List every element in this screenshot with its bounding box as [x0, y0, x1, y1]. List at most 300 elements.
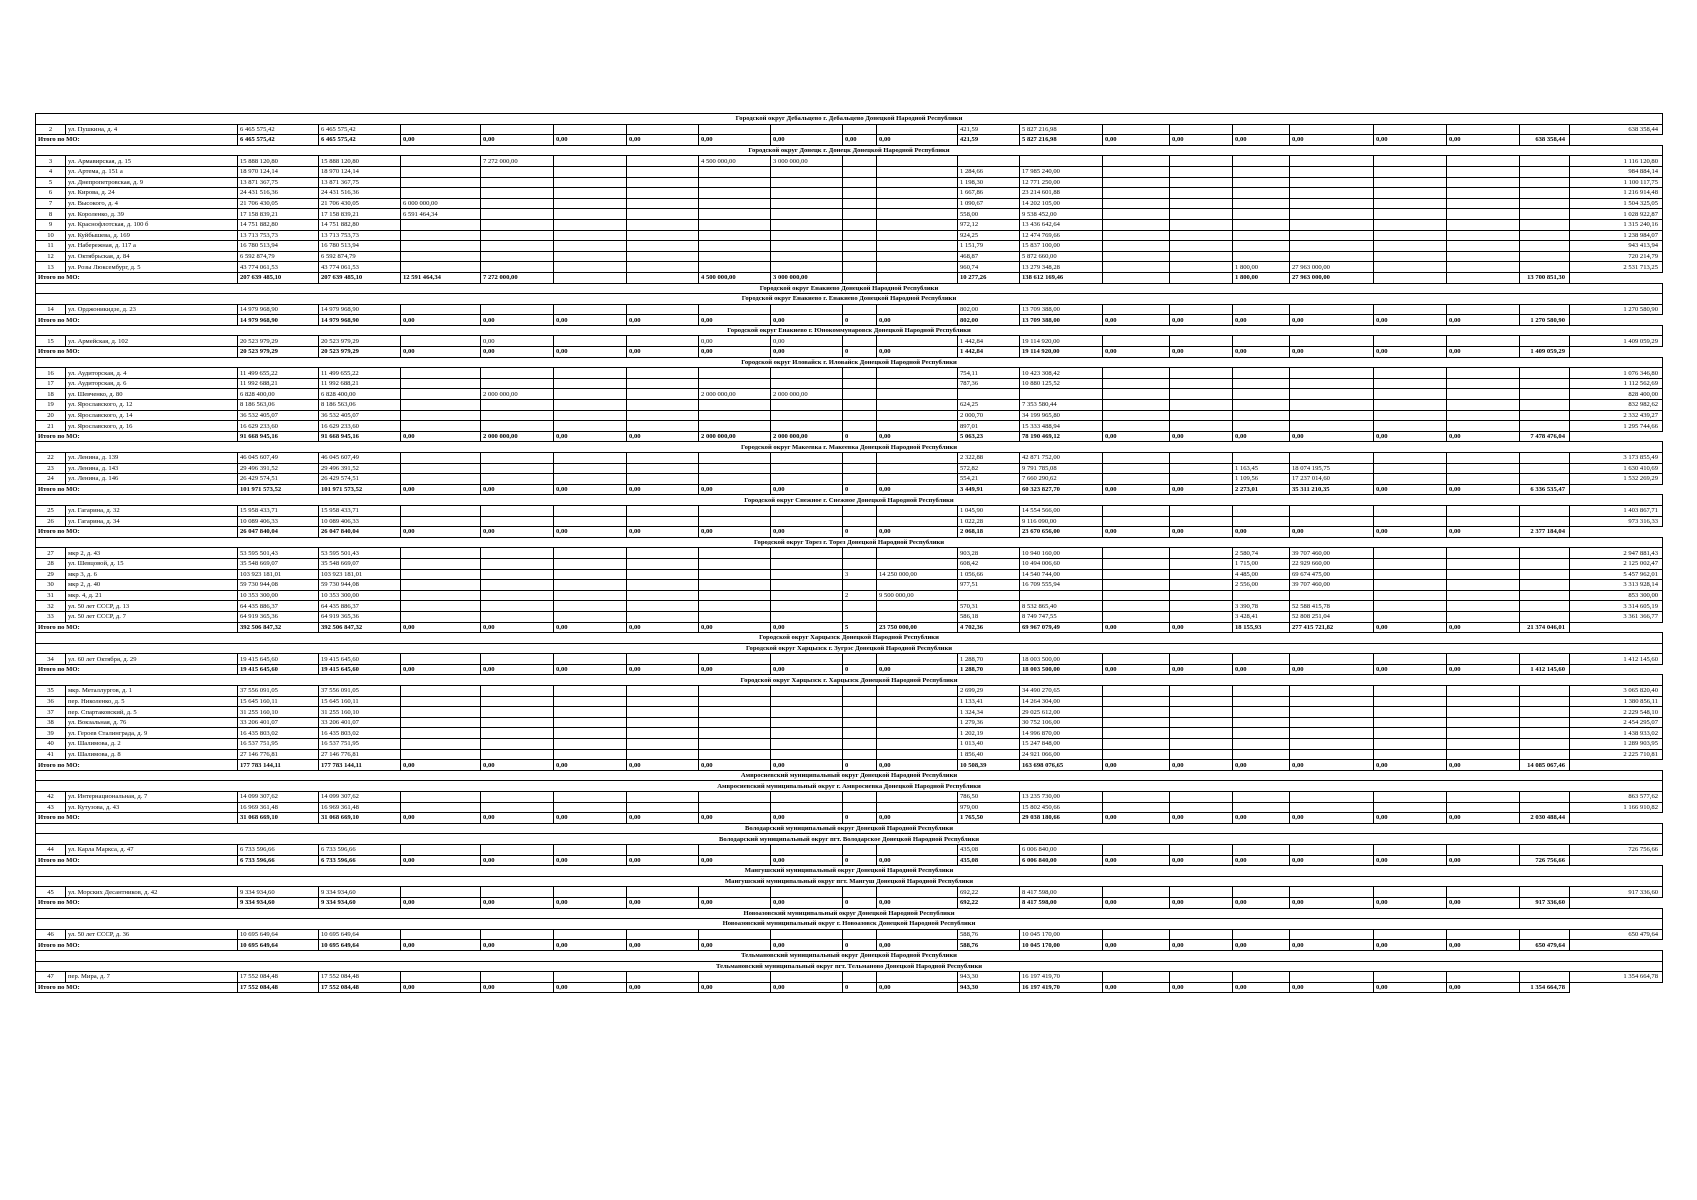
value-cell: [627, 580, 699, 591]
value-cell: [401, 696, 481, 707]
value-cell: [554, 749, 627, 760]
value-cell: [401, 177, 481, 188]
value-cell: 13 235 730,00: [1020, 792, 1103, 803]
value-cell: [554, 569, 627, 580]
total-cell: 19 415 645,60: [238, 664, 319, 675]
value-cell: [481, 590, 554, 601]
total-cell: 1 270 580,90: [1520, 315, 1570, 326]
value-cell: [1447, 219, 1520, 230]
value-cell: [1170, 241, 1233, 252]
total-cell: 0,00: [1103, 622, 1170, 633]
total-cell: 0,00: [401, 135, 481, 146]
total-cell: 0,00: [1447, 622, 1520, 633]
value-cell: [1290, 400, 1374, 411]
value-cell: [1374, 177, 1447, 188]
section-title: Мангушский муниципальный округ пгт. Мангуш Донецкой Народной Республики: [36, 876, 1663, 887]
value-cell: [1103, 887, 1170, 898]
value-cell: [877, 389, 958, 400]
value-cell: 3 314 605,19: [1570, 601, 1663, 612]
value-cell: [877, 177, 958, 188]
value-cell: [1447, 400, 1520, 411]
total-cell: 0,00: [877, 855, 958, 866]
value-cell: 16 780 513,94: [319, 241, 401, 252]
value-cell: 10 695 649,64: [238, 929, 319, 940]
value-cell: [877, 410, 958, 421]
value-cell: [401, 474, 481, 485]
table-row: [36, 166, 1663, 177]
value-cell: [1290, 188, 1374, 199]
value-cell: 8 532 865,40: [1020, 601, 1103, 612]
value-cell: 16 197 419,70: [1020, 972, 1103, 983]
total-cell: 0: [843, 813, 877, 824]
value-cell: [771, 410, 843, 421]
value-cell: 2 000 000,00: [699, 389, 771, 400]
value-cell: 3 390,78: [1233, 601, 1290, 612]
total-cell: 0,00: [699, 982, 771, 993]
value-cell: [1170, 378, 1233, 389]
total-cell: 69 967 079,49: [1020, 622, 1103, 633]
value-cell: [877, 166, 958, 177]
section-title: Городской округ Иловайск г. Иловайск Донецкой Народной Республики: [36, 357, 1663, 368]
total-cell: 0,00: [1447, 855, 1520, 866]
value-cell: [1020, 156, 1103, 167]
row-number: 11: [36, 241, 66, 252]
total-cell: 0,00: [1447, 760, 1520, 771]
value-cell: [699, 929, 771, 940]
value-cell: [1170, 601, 1233, 612]
total-cell: 35 311 210,35: [1290, 484, 1374, 495]
value-cell: [1170, 728, 1233, 739]
section-title: Володарский муниципальный округ Донецкой Народной Республики: [36, 823, 1663, 834]
total-cell: 0,00: [481, 315, 554, 326]
value-cell: 12 474 769,66: [1020, 230, 1103, 241]
total-cell: [627, 272, 699, 283]
total-cell: 0,00: [1233, 315, 1290, 326]
value-cell: [627, 686, 699, 697]
value-cell: [627, 972, 699, 983]
total-cell: 0,00: [1290, 527, 1374, 538]
total-cell: 0,00: [1447, 527, 1520, 538]
value-cell: [1520, 219, 1570, 230]
value-cell: [877, 728, 958, 739]
row-number: 37: [36, 707, 66, 718]
total-cell: 0,00: [699, 813, 771, 824]
value-cell: [401, 505, 481, 516]
value-cell: 11 992 688,21: [319, 378, 401, 389]
total-cell: 0,00: [1290, 855, 1374, 866]
section-title: Городской округ Снежное г. Снежное Донецкой Народной Республики: [36, 495, 1663, 506]
value-cell: [1233, 166, 1290, 177]
value-cell: [1103, 421, 1170, 432]
value-cell: [1233, 792, 1290, 803]
total-cell: 0,00: [1233, 527, 1290, 538]
total-cell: 0,00: [1170, 940, 1233, 951]
total-cell: 0,00: [1290, 664, 1374, 675]
value-cell: [1233, 209, 1290, 220]
total-cell: 0,00: [1290, 982, 1374, 993]
value-cell: [771, 177, 843, 188]
row-number: 43: [36, 802, 66, 813]
total-cell: 13 700 851,30: [1520, 272, 1570, 283]
value-cell: [554, 368, 627, 379]
value-cell: [771, 929, 843, 940]
row-number: 10: [36, 230, 66, 241]
value-cell: 1 715,00: [1233, 558, 1290, 569]
value-cell: [877, 156, 958, 167]
value-cell: [1103, 251, 1170, 262]
value-cell: 10 045 170,00: [1020, 929, 1103, 940]
value-cell: [1170, 389, 1233, 400]
value-cell: [1374, 400, 1447, 411]
value-cell: 1 013,40: [958, 739, 1020, 750]
value-cell: [1170, 474, 1233, 485]
value-cell: [627, 463, 699, 474]
value-cell: [481, 717, 554, 728]
value-cell: [1520, 728, 1570, 739]
value-cell: [699, 198, 771, 209]
total-cell: 101 971 573,52: [238, 484, 319, 495]
value-cell: [481, 611, 554, 622]
value-cell: [627, 569, 699, 580]
value-cell: [1290, 336, 1374, 347]
value-cell: [554, 474, 627, 485]
value-cell: 29 496 391,52: [238, 463, 319, 474]
value-cell: [877, 505, 958, 516]
value-cell: [481, 929, 554, 940]
value-cell: [1103, 304, 1170, 315]
value-cell: [771, 378, 843, 389]
value-cell: [554, 590, 627, 601]
value-cell: 24 431 516,36: [238, 188, 319, 199]
value-cell: [1170, 707, 1233, 718]
value-cell: 36 532 405,07: [319, 410, 401, 421]
value-cell: [958, 590, 1020, 601]
value-cell: [843, 802, 877, 813]
value-cell: [699, 368, 771, 379]
value-cell: 2: [843, 590, 877, 601]
address-cell: ул. Морских Десантников, д. 42: [66, 887, 238, 898]
value-cell: 650 479,64: [1570, 929, 1663, 940]
value-cell: 1 409 059,29: [1570, 336, 1663, 347]
value-cell: [627, 929, 699, 940]
total-cell: 0,00: [1374, 760, 1447, 771]
total-cell: 0: [843, 760, 877, 771]
value-cell: [1290, 410, 1374, 421]
section-title: Новоазовский муниципальный округ Донецкой Народной Республики: [36, 908, 1663, 919]
value-cell: [1103, 156, 1170, 167]
total-cell: 0,00: [877, 940, 958, 951]
table-row: [36, 474, 1663, 485]
total-cell: [1374, 272, 1447, 283]
table-row: [36, 548, 1663, 559]
value-cell: [1447, 410, 1520, 421]
value-cell: 10 940 160,00: [1020, 548, 1103, 559]
value-cell: [1520, 844, 1570, 855]
total-cell: 207 639 485,10: [319, 272, 401, 283]
value-cell: [877, 230, 958, 241]
total-cell: 588,76: [958, 940, 1020, 951]
total-label: Итого по МО:: [36, 940, 238, 951]
value-cell: [1447, 198, 1520, 209]
value-cell: [699, 209, 771, 220]
value-cell: [1103, 749, 1170, 760]
value-cell: [481, 410, 554, 421]
row-number: 2: [36, 124, 66, 135]
total-cell: 10 695 649,64: [319, 940, 401, 951]
value-cell: 558,00: [958, 209, 1020, 220]
total-label: Итого по МО:: [36, 664, 238, 675]
value-cell: [481, 749, 554, 760]
value-cell: 2 000,70: [958, 410, 1020, 421]
row-number: 5: [36, 177, 66, 188]
value-cell: 14 250 000,00: [877, 569, 958, 580]
value-cell: 29 025 612,00: [1020, 707, 1103, 718]
value-cell: [843, 209, 877, 220]
value-cell: [771, 601, 843, 612]
value-cell: [843, 241, 877, 252]
value-cell: 1 324,34: [958, 707, 1020, 718]
total-cell: 0,00: [1374, 940, 1447, 951]
value-cell: [1374, 166, 1447, 177]
address-cell: ул. Аудиторская, д. 6: [66, 378, 238, 389]
value-cell: [554, 304, 627, 315]
value-cell: [1374, 601, 1447, 612]
value-cell: [1170, 336, 1233, 347]
total-cell: 5 827 216,98: [1020, 135, 1103, 146]
value-cell: 15 888 120,80: [238, 156, 319, 167]
row-number: 26: [36, 516, 66, 527]
address-cell: ул. Высокого, д. 4: [66, 198, 238, 209]
total-cell: 0,00: [1103, 527, 1170, 538]
value-cell: [1170, 696, 1233, 707]
value-cell: [1103, 601, 1170, 612]
total-cell: 14 979 968,90: [319, 315, 401, 326]
total-cell: 91 668 945,16: [319, 431, 401, 442]
value-cell: 14 979 968,90: [319, 304, 401, 315]
value-cell: [699, 739, 771, 750]
total-cell: 0,00: [1374, 347, 1447, 358]
value-cell: [877, 929, 958, 940]
total-cell: 0,00: [627, 664, 699, 675]
total-cell: 0,00: [877, 982, 958, 993]
value-cell: 16 709 555,94: [1020, 580, 1103, 591]
value-cell: [699, 251, 771, 262]
value-cell: 802,00: [958, 304, 1020, 315]
value-cell: 570,31: [958, 601, 1020, 612]
table-row: [36, 241, 1663, 252]
total-cell: 10 508,39: [958, 760, 1020, 771]
section-header-row: [36, 495, 1663, 506]
total-label: Итого по МО:: [36, 855, 238, 866]
total-cell: 0,00: [627, 855, 699, 866]
value-cell: [771, 241, 843, 252]
value-cell: [771, 707, 843, 718]
table-row: [36, 887, 1663, 898]
value-cell: [1170, 188, 1233, 199]
value-cell: 1 112 562,69: [1570, 378, 1663, 389]
total-cell: 0,00: [771, 484, 843, 495]
value-cell: 1 800,00: [1233, 262, 1290, 273]
value-cell: 31 255 160,10: [319, 707, 401, 718]
value-cell: 59 730 944,08: [319, 580, 401, 591]
value-cell: 43 774 061,53: [319, 262, 401, 273]
value-cell: [401, 124, 481, 135]
total-cell: 1 409 059,29: [1520, 347, 1570, 358]
value-cell: [877, 251, 958, 262]
value-cell: [877, 516, 958, 527]
value-cell: 14 979 968,90: [238, 304, 319, 315]
value-cell: [1290, 166, 1374, 177]
total-cell: 0,00: [401, 315, 481, 326]
total-cell: 18 003 500,00: [1020, 664, 1103, 675]
total-cell: 0: [843, 664, 877, 675]
total-cell: 6 006 840,00: [1020, 855, 1103, 866]
value-cell: [1447, 749, 1520, 760]
value-cell: 19 415 645,60: [238, 654, 319, 665]
value-cell: [1290, 505, 1374, 516]
value-cell: [627, 590, 699, 601]
row-number: 15: [36, 336, 66, 347]
value-cell: [843, 792, 877, 803]
value-cell: [877, 198, 958, 209]
value-cell: [877, 558, 958, 569]
row-number: 42: [36, 792, 66, 803]
value-cell: 1 116 120,80: [1570, 156, 1663, 167]
address-cell: ул. Ярославского, д. 12: [66, 400, 238, 411]
total-cell: 0,00: [627, 940, 699, 951]
total-cell: 1 765,50: [958, 813, 1020, 824]
value-cell: [699, 717, 771, 728]
total-cell: 0,00: [1170, 760, 1233, 771]
value-cell: [1170, 580, 1233, 591]
value-cell: [771, 580, 843, 591]
value-cell: 2 332 439,27: [1570, 410, 1663, 421]
row-number: 31: [36, 590, 66, 601]
value-cell: 15 958 433,71: [238, 505, 319, 516]
total-cell: 9 334 934,60: [319, 897, 401, 908]
value-cell: [843, 929, 877, 940]
total-cell: 277 415 721,82: [1290, 622, 1374, 633]
section-title: Амвросиевский муниципальный округ г. Амвросиевка Донецкой Народной Республики: [36, 781, 1663, 792]
value-cell: [843, 251, 877, 262]
total-cell: 0,00: [627, 622, 699, 633]
total-cell: 0,00: [1233, 982, 1290, 993]
value-cell: [627, 654, 699, 665]
table-row: [36, 707, 1663, 718]
section-header-row: [36, 442, 1663, 453]
value-cell: [843, 156, 877, 167]
value-cell: [877, 844, 958, 855]
total-cell: 0,00: [1103, 431, 1170, 442]
total-cell: 0,00: [699, 484, 771, 495]
value-cell: [401, 251, 481, 262]
value-cell: [843, 336, 877, 347]
value-cell: [1520, 516, 1570, 527]
value-cell: [401, 304, 481, 315]
row-number: 35: [36, 686, 66, 697]
value-cell: [1103, 580, 1170, 591]
value-cell: [627, 558, 699, 569]
total-cell: 5: [843, 622, 877, 633]
total-cell: 163 698 076,65: [1020, 760, 1103, 771]
value-cell: 14 996 870,00: [1020, 728, 1103, 739]
value-cell: [627, 188, 699, 199]
value-cell: [1374, 230, 1447, 241]
value-cell: [1170, 421, 1233, 432]
total-cell: 31 068 669,10: [319, 813, 401, 824]
total-cell: 421,59: [958, 135, 1020, 146]
value-cell: [1520, 548, 1570, 559]
value-cell: [1520, 749, 1570, 760]
value-cell: [1233, 707, 1290, 718]
value-cell: 16 435 803,02: [319, 728, 401, 739]
address-cell: ул. Гагарина, д. 32: [66, 505, 238, 516]
value-cell: [627, 601, 699, 612]
total-cell: 0,00: [1447, 897, 1520, 908]
total-cell: 21 374 046,01: [1520, 622, 1570, 633]
value-cell: [877, 209, 958, 220]
row-number: 18: [36, 389, 66, 400]
value-cell: [401, 166, 481, 177]
address-cell: ул. Шалимова, д. 8: [66, 749, 238, 760]
table-row: [36, 696, 1663, 707]
value-cell: [1374, 749, 1447, 760]
value-cell: [1520, 707, 1570, 718]
total-cell: 0,00: [1290, 813, 1374, 824]
value-cell: 979,00: [958, 802, 1020, 813]
value-cell: [771, 304, 843, 315]
value-cell: [771, 421, 843, 432]
total-cell: 0,00: [481, 622, 554, 633]
table-row: [36, 463, 1663, 474]
value-cell: [401, 686, 481, 697]
value-cell: [1447, 580, 1520, 591]
row-number: 30: [36, 580, 66, 591]
total-cell: 19 415 645,60: [319, 664, 401, 675]
value-cell: [843, 188, 877, 199]
value-cell: 46 045 607,49: [238, 453, 319, 464]
value-cell: 14 540 744,00: [1020, 569, 1103, 580]
value-cell: [1103, 728, 1170, 739]
value-cell: [877, 188, 958, 199]
value-cell: [1103, 219, 1170, 230]
value-cell: [699, 696, 771, 707]
value-cell: [843, 124, 877, 135]
address-cell: ул. Ярославского, д. 14: [66, 410, 238, 421]
value-cell: 27 146 776,81: [319, 749, 401, 760]
value-cell: [481, 548, 554, 559]
total-cell: 0,00: [1103, 760, 1170, 771]
value-cell: 4 485,00: [1233, 569, 1290, 580]
address-cell: ул. Гагарина, д. 34: [66, 516, 238, 527]
total-cell: 0,00: [554, 855, 627, 866]
address-cell: ул. Днепропетровская, д. 9: [66, 177, 238, 188]
value-cell: [627, 262, 699, 273]
total-cell: [1103, 272, 1170, 283]
total-label: Итого по МО:: [36, 135, 238, 146]
value-cell: [481, 463, 554, 474]
total-row: [36, 431, 1663, 442]
total-cell: 0,00: [627, 813, 699, 824]
total-cell: 4 702,36: [958, 622, 1020, 633]
total-cell: 23 750 000,00: [877, 622, 958, 633]
value-cell: 9 116 090,00: [1020, 516, 1103, 527]
total-cell: 0,00: [627, 982, 699, 993]
value-cell: 2 454 295,07: [1570, 717, 1663, 728]
value-cell: [1103, 262, 1170, 273]
total-cell: 0,00: [1233, 940, 1290, 951]
value-cell: [877, 707, 958, 718]
